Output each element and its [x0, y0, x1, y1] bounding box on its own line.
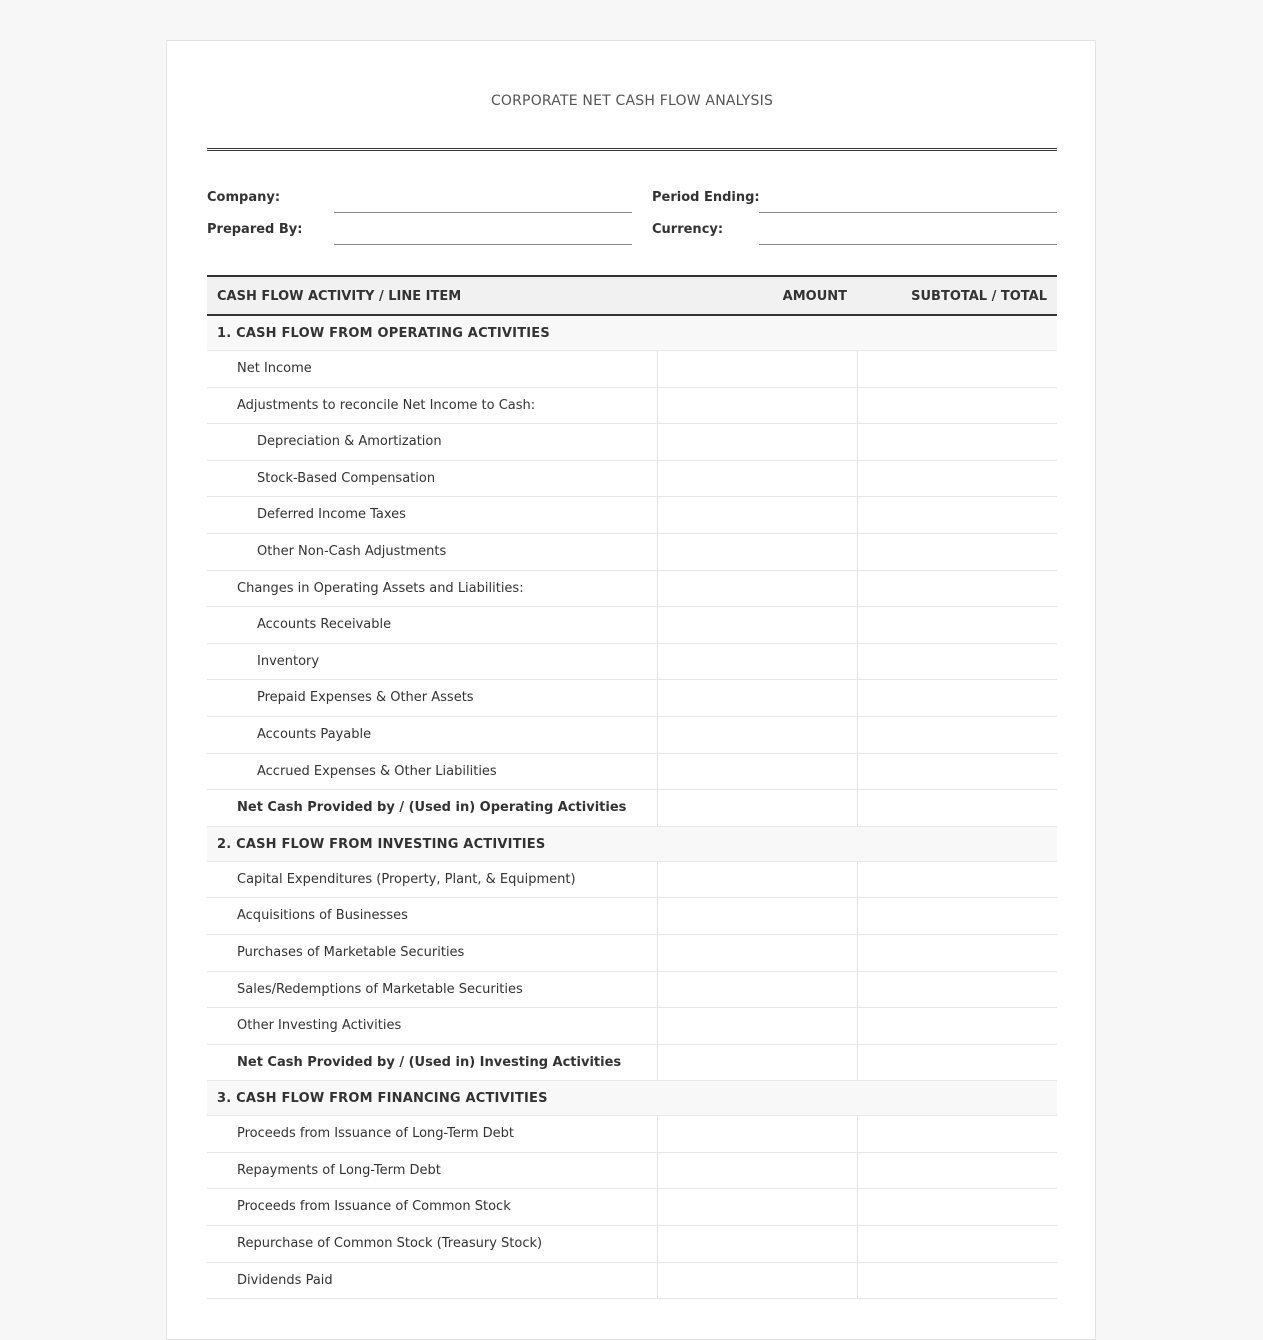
- table-row: [207, 1153, 1057, 1190]
- amount-cell[interactable]: [657, 388, 857, 424]
- total-cell[interactable]: [857, 754, 1057, 790]
- table-row: [207, 898, 1057, 935]
- amount-cell[interactable]: [657, 1189, 857, 1225]
- row-label: Stock-Based Compensation: [257, 470, 436, 486]
- row-label: Purchases of Marketable Securities: [237, 944, 465, 960]
- title-divider: [207, 148, 1057, 151]
- total-cell[interactable]: [857, 607, 1057, 643]
- row-label: Repayments of Long-Term Debt: [237, 1162, 441, 1178]
- company-label: Company:: [207, 190, 281, 205]
- total-cell[interactable]: [857, 1008, 1057, 1044]
- total-cell[interactable]: [857, 1116, 1057, 1152]
- section-financing: [207, 1081, 1057, 1116]
- total-cell[interactable]: [857, 898, 1057, 934]
- table-row: [207, 717, 1057, 754]
- table-row: [207, 607, 1057, 644]
- amount-cell[interactable]: [657, 1153, 857, 1189]
- row-label: Accounts Payable: [257, 726, 372, 742]
- row-label: Net Cash Provided by / (Used in) Operating Activities: [237, 800, 627, 816]
- table-row: [207, 1226, 1057, 1263]
- table-row: [207, 1189, 1057, 1226]
- amount-cell[interactable]: [657, 898, 857, 934]
- table-row: [207, 388, 1057, 425]
- cash-flow-table: [207, 275, 1057, 1299]
- row-label: Other Investing Activities: [237, 1018, 402, 1034]
- amount-cell[interactable]: [657, 607, 857, 643]
- section-operating: [207, 316, 1057, 351]
- row-label: Inventory: [257, 653, 320, 669]
- row-label: Acquisitions of Businesses: [237, 908, 408, 924]
- row-label: Prepaid Expenses & Other Assets: [257, 690, 474, 706]
- row-label: Dividends Paid: [237, 1272, 333, 1288]
- amount-cell[interactable]: [657, 790, 857, 826]
- prepared-by-label: Prepared By:: [207, 222, 303, 237]
- amount-cell[interactable]: [657, 424, 857, 460]
- table-row: [207, 862, 1057, 899]
- total-cell[interactable]: [857, 497, 1057, 533]
- row-label: Accrued Expenses & Other Liabilities: [257, 763, 497, 779]
- section-investing: [207, 827, 1057, 862]
- total-cell[interactable]: [857, 644, 1057, 680]
- document-page: [166, 40, 1096, 1340]
- amount-cell[interactable]: [657, 1263, 857, 1299]
- total-cell[interactable]: [857, 1153, 1057, 1189]
- amount-cell[interactable]: [657, 1116, 857, 1152]
- subtotal-row: [207, 790, 1057, 827]
- table-row: [207, 534, 1057, 571]
- total-cell[interactable]: [857, 461, 1057, 497]
- total-cell[interactable]: [857, 935, 1057, 971]
- period-ending-field[interactable]: [759, 212, 1057, 213]
- row-label: Adjustments to reconcile Net Income to Cash:: [237, 397, 536, 413]
- row-label: Accounts Receivable: [257, 617, 392, 633]
- total-cell[interactable]: [857, 790, 1057, 826]
- total-cell[interactable]: [857, 1263, 1057, 1299]
- amount-cell[interactable]: [657, 644, 857, 680]
- row-label: Deferred Income Taxes: [257, 507, 406, 523]
- amount-cell[interactable]: [657, 972, 857, 1008]
- table-row: [207, 972, 1057, 1009]
- amount-cell[interactable]: [657, 571, 857, 607]
- total-cell[interactable]: [857, 351, 1057, 387]
- table-row: [207, 1008, 1057, 1045]
- row-label: Net Income: [237, 361, 312, 376]
- table-header: [207, 275, 1057, 316]
- row-label: Repurchase of Common Stock (Treasury Stock): [237, 1236, 543, 1252]
- amount-cell[interactable]: [657, 680, 857, 716]
- amount-cell[interactable]: [657, 1008, 857, 1044]
- amount-cell[interactable]: [657, 1045, 857, 1081]
- row-label: Net Cash Provided by / (Used in) Investing Activities: [237, 1054, 622, 1070]
- table-row: [207, 1263, 1057, 1300]
- total-cell[interactable]: [857, 534, 1057, 570]
- total-cell[interactable]: [857, 862, 1057, 898]
- total-cell[interactable]: [857, 1045, 1057, 1081]
- total-cell[interactable]: [857, 424, 1057, 460]
- total-cell[interactable]: [857, 680, 1057, 716]
- row-label: Proceeds from Issuance of Long-Term Debt: [237, 1126, 515, 1142]
- row-label: Depreciation & Amortization: [257, 434, 442, 450]
- row-label: Proceeds from Issuance of Common Stock: [237, 1199, 511, 1215]
- table-row: [207, 680, 1057, 717]
- total-cell[interactable]: [857, 388, 1057, 424]
- table-row: [207, 424, 1057, 461]
- row-label: Sales/Redemptions of Marketable Securities: [237, 981, 523, 997]
- table-row: [207, 351, 1057, 388]
- total-cell[interactable]: [857, 571, 1057, 607]
- document-title: CORPORATE NET CASH FLOW ANALYSIS: [490, 93, 774, 109]
- header-activity: CASH FLOW ACTIVITY / LINE ITEM: [217, 289, 462, 304]
- row-label: Capital Expenditures (Property, Plant, & Equipment): [237, 871, 576, 887]
- amount-cell[interactable]: [657, 534, 857, 570]
- currency-label: Currency:: [652, 222, 724, 237]
- table-row: [207, 1116, 1057, 1153]
- total-cell[interactable]: [857, 1189, 1057, 1225]
- amount-cell[interactable]: [657, 461, 857, 497]
- section-title: 3. CASH FLOW FROM FINANCING ACTIVITIES: [217, 1091, 548, 1107]
- row-label: Other Non-Cash Adjustments: [257, 543, 447, 559]
- prepared-by-field[interactable]: [334, 244, 632, 245]
- amount-cell[interactable]: [657, 754, 857, 790]
- section-title: 1. CASH FLOW FROM OPERATING ACTIVITIES: [217, 326, 550, 341]
- amount-cell[interactable]: [657, 935, 857, 971]
- total-cell[interactable]: [857, 717, 1057, 753]
- table-row: [207, 497, 1057, 534]
- row-label: Changes in Operating Assets and Liabilities:: [237, 580, 524, 596]
- header-subtotal: SUBTOTAL / TOTAL: [911, 289, 1047, 304]
- table-row: [207, 644, 1057, 681]
- amount-cell[interactable]: [657, 1226, 857, 1262]
- total-cell[interactable]: [857, 972, 1057, 1008]
- amount-cell[interactable]: [657, 351, 857, 387]
- total-cell[interactable]: [857, 1226, 1057, 1262]
- section-title: 2. CASH FLOW FROM INVESTING ACTIVITIES: [217, 836, 546, 852]
- table-row: [207, 571, 1057, 608]
- table-row: [207, 461, 1057, 498]
- amount-cell[interactable]: [657, 862, 857, 898]
- period-ending-label: Period Ending:: [652, 190, 760, 205]
- amount-cell[interactable]: [657, 717, 857, 753]
- header-amount: AMOUNT: [782, 289, 847, 304]
- amount-cell[interactable]: [657, 497, 857, 533]
- subtotal-row: [207, 1045, 1057, 1082]
- table-row: [207, 935, 1057, 972]
- currency-field[interactable]: [759, 244, 1057, 245]
- table-row: [207, 754, 1057, 791]
- company-field[interactable]: [334, 212, 632, 213]
